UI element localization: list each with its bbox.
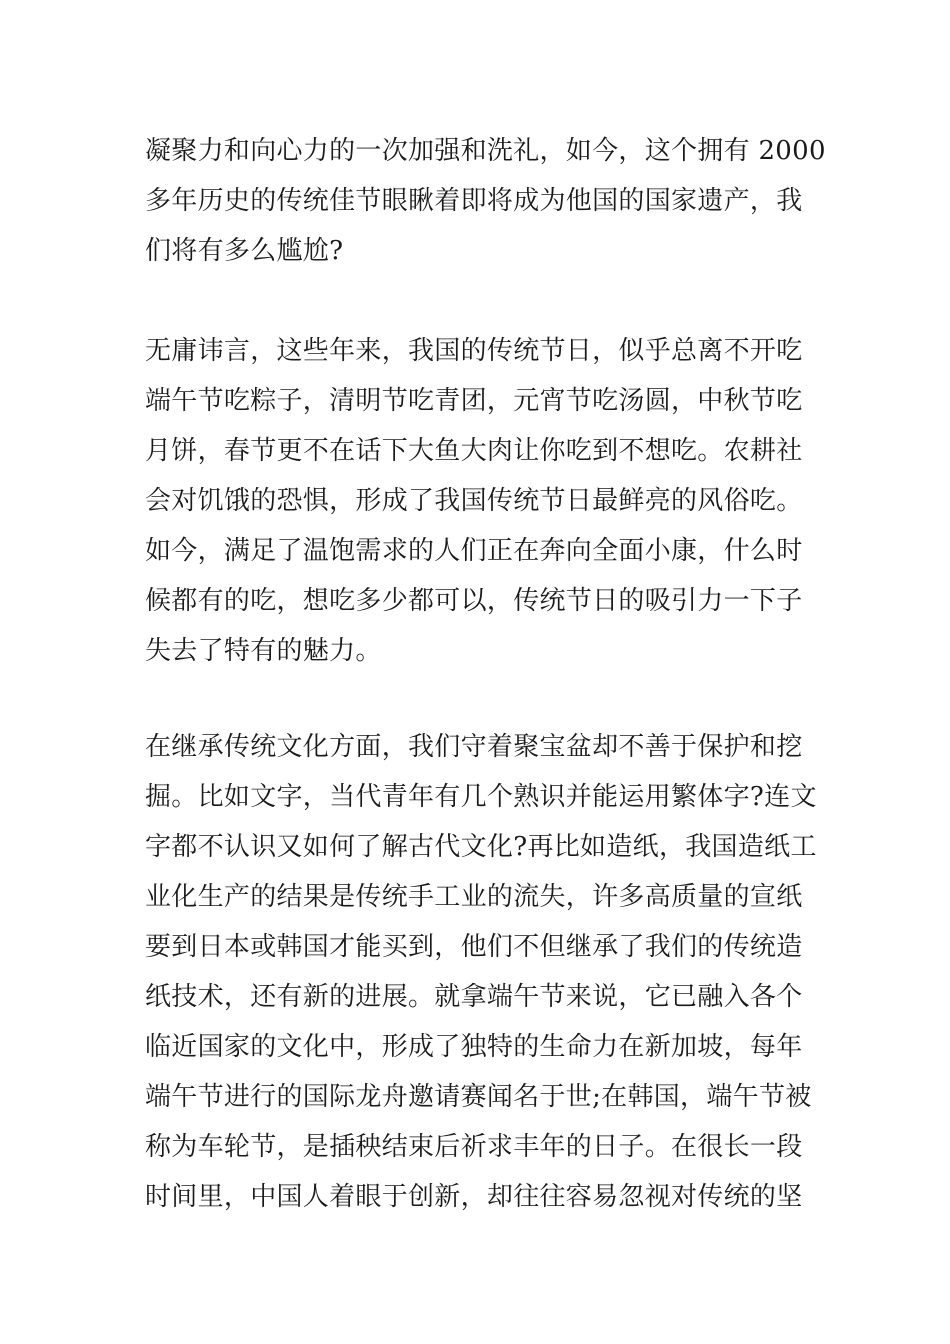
text-line: 要到日本或韩国才能买到，他们不但继承了我们的传统造	[145, 932, 803, 962]
text-line: 月饼，春节更不在话下大鱼大肉让你吃到不想吃。农耕社	[145, 436, 803, 466]
text-line: 端午节吃粽子，清明节吃青团，元宵节吃汤圆，中秋节吃	[145, 386, 803, 416]
text-line: 无庸讳言，这些年来，我国的传统节日，似乎总离不开吃	[145, 336, 803, 366]
text-line: 字都不认识又如何了解古代文化?再比如造纸，我国造纸工	[145, 832, 817, 862]
text-line: 称为车轮节，是插秧结束后祈求丰年的日子。在很长一段	[145, 1132, 803, 1162]
text-line: 们将有多么尴尬?	[145, 236, 344, 266]
text-line: 端午节进行的国际龙舟邀请赛闻名于世;在韩国，端午节被	[145, 1082, 812, 1112]
text-line: 掘。比如文字，当代青年有几个熟识并能运用繁体字?连文	[145, 782, 817, 812]
text-line: 在继承传统文化方面，我们守着聚宝盆却不善于保护和挖	[145, 732, 803, 762]
text-line: 临近国家的文化中，形成了独特的生命力在新加坡，每年	[145, 1032, 803, 1062]
text-line: 时间里，中国人着眼于创新，却往往容易忽视对传统的坚	[145, 1182, 803, 1212]
text-line: 候都有的吃，想吃多少都可以，传统节日的吸引力一下子	[145, 586, 803, 616]
text-line: 凝聚力和向心力的一次加强和洗礼，如今，这个拥有 2000	[145, 136, 826, 166]
text-line: 纸技术，还有新的进展。就拿端午节来说，它已融入各个	[145, 982, 803, 1012]
text-line: 业化生产的结果是传统手工业的流失，许多高质量的宣纸	[145, 882, 803, 912]
text-line: 会对饥饿的恐惧，形成了我国传统节日最鲜亮的风俗吃。	[145, 486, 803, 516]
text-line: 如今，满足了温饱需求的人们正在奔向全面小康，什么时	[145, 536, 803, 566]
text-line: 失去了特有的魅力。	[145, 636, 382, 666]
text-line: 多年历史的传统佳节眼瞅着即将成为他国的国家遗产，我	[145, 186, 803, 216]
